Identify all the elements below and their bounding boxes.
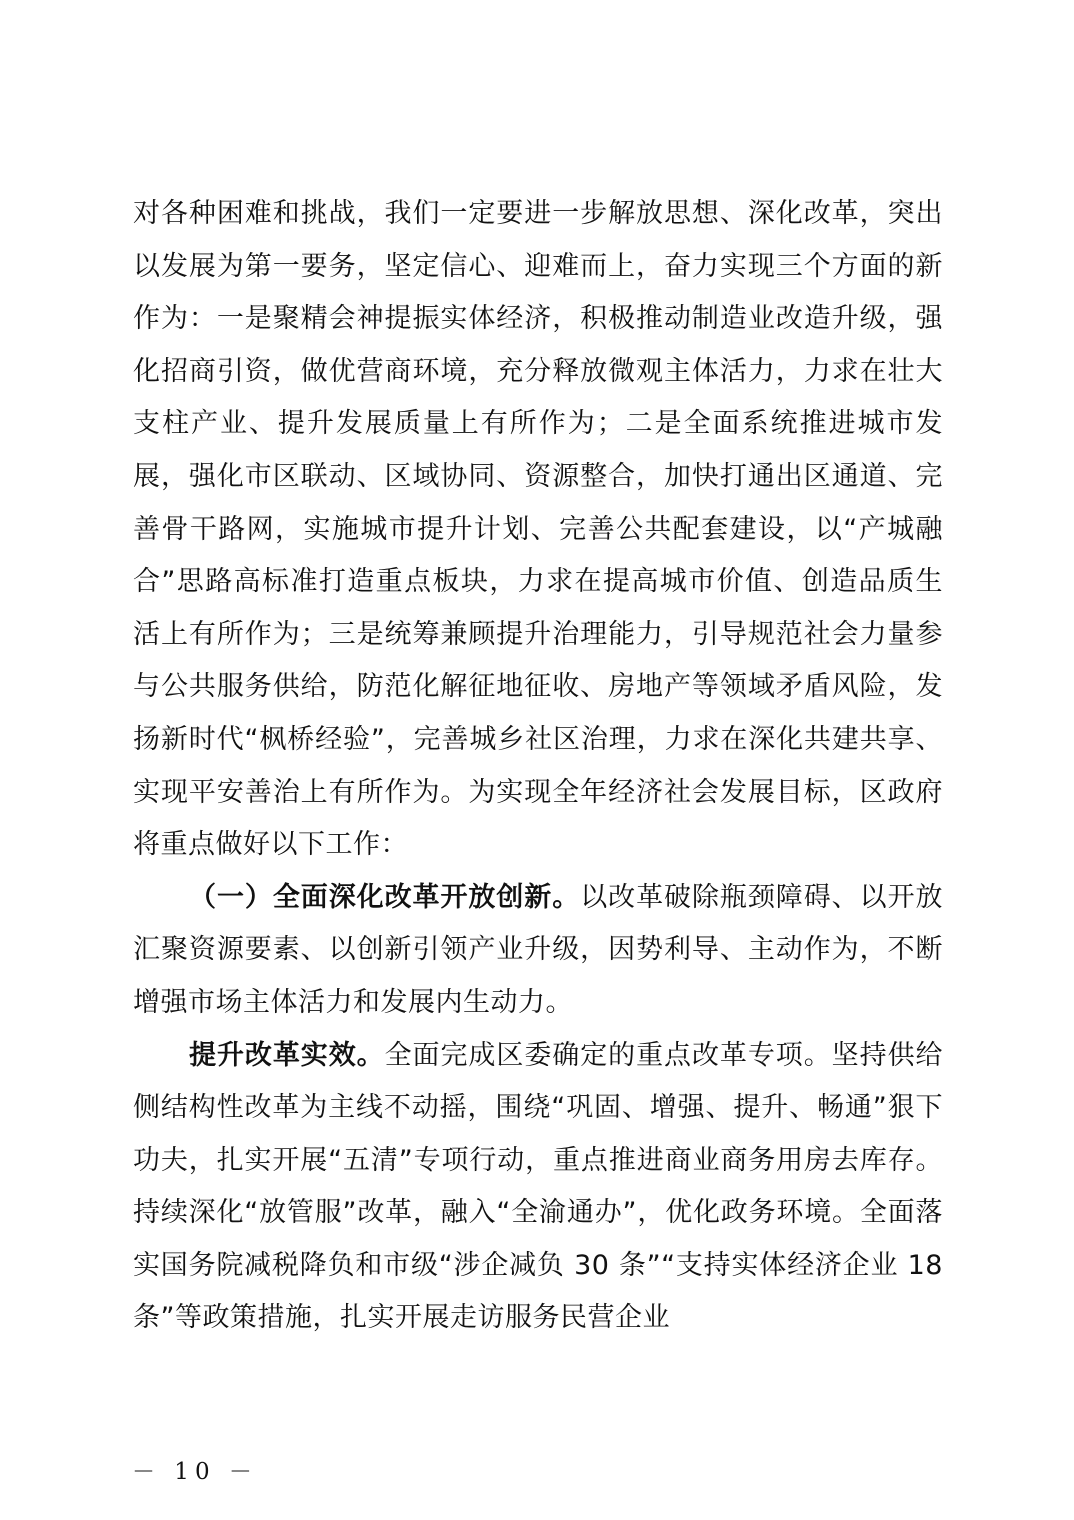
document-body [133, 188, 943, 1345]
paragraph-1: 对各种困难和挑战，我们一定要进一步解放思想、深化改革，突出以发展为第一要务，坚定信心、迎难而上，奋力实现三个方面的新作为：一是聚精会神提振实体经济，积极推动制造业改造升级，强化招商引资，做优营商环境，充分释放微观主体活力，力求在壮大支柱产业、提升发展质量上有所作为；二是全面系统推进城市发展，强化市区联动、区域协同、资源整合，加快打通出区通道、完善骨干路网，实施城市提升计划、完善公共配套建设，以“产城融合”思路高标准打造重点板块，力求在提高城市价值、创造品质生活上有所作为；三是统筹兼顾提升治理能力，引导规范社会力量参与公共服务供给，防范化解征地征收、房地产等领域矛盾风险，发扬新时代“枫桥经验”，完善城乡社区治理，力求在深化共建共享、实现平安善治上有所作为。为实现全年经济社会发展目标，区政府将重点做好以下工作： [133, 198, 943, 861]
section-1-heading: （一）全面深化改革开放创新。 [189, 881, 581, 913]
item-1-heading: 提升改革实效。 [189, 1039, 385, 1071]
section-1-paragraph [133, 872, 943, 1030]
section-1-text: 以改革破除瓶颈障碍、以开放汇聚资源要素、以创新引领产业升级，因势利导、主动作为，不断增强市场主体活力和发展内生动力。 [133, 881, 944, 1018]
page-number: － 10 － [132, 1459, 258, 1485]
item-1-paragraph [133, 1030, 943, 1346]
item-1-text: 全面完成区委确定的重点改革专项。坚持供给侧结构性改革为主线不动摇，围绕“巩固、增强、提升、畅通”狠下功夫，扎实开展“五清”专项行动，重点推进商业商务用房去库存。持续深化“放管服”改革，融入“全渝通办”，优化政务环境。全面落实国务院减税降负和市级“涉企减负 30 条”“支持实体经济企业 18 条”等政策措施，扎实开展走访服务民营企业 [133, 1039, 944, 1334]
